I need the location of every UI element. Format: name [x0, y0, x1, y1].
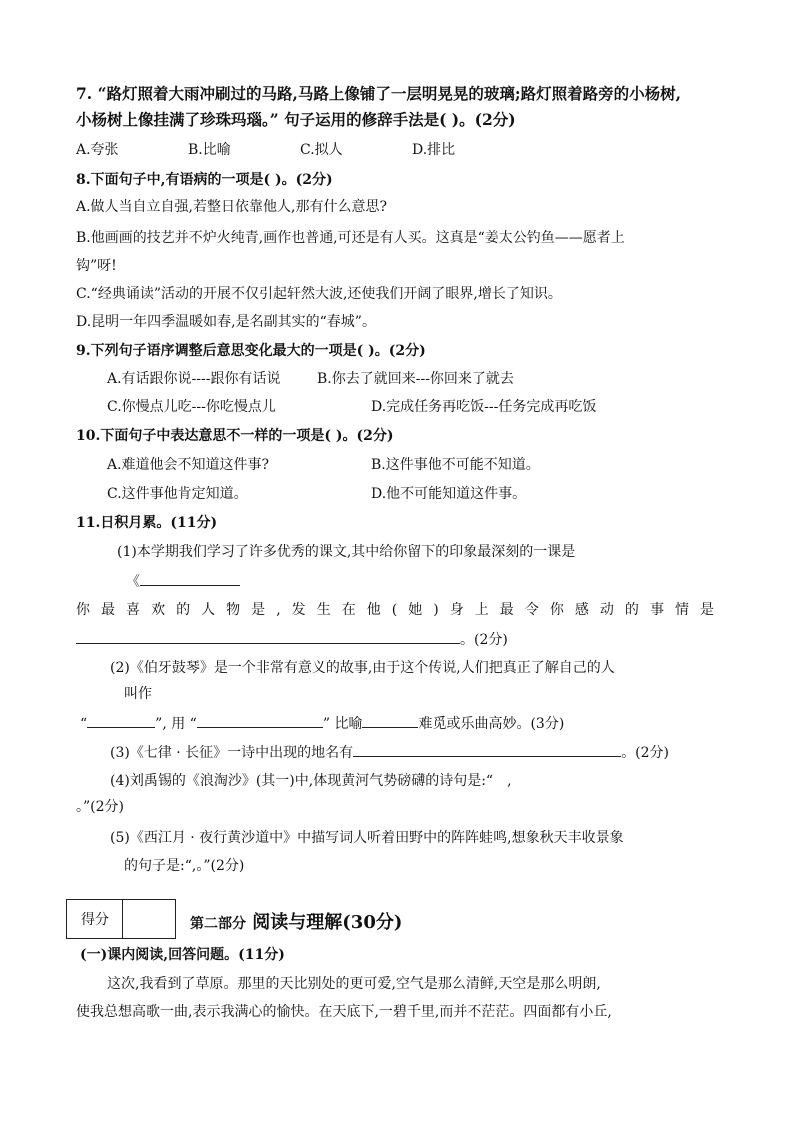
- blank-zhiyin[interactable]: [87, 713, 155, 728]
- part2-title: [190, 908, 402, 934]
- blank-moving-story[interactable]: [76, 629, 460, 644]
- reading-paragraph-line2: 使我总想高歌一曲,表示我满心的愉快。在天底下,一碧千里,而并不茫茫。四面都有小丘,: [76, 1004, 612, 1020]
- reading-paragraph-line1: 这次,我看到了草原。那里的天比别处的更可爱,空气是那么清鲜,天空是那么明朗,: [107, 976, 601, 992]
- q7-stem-line1: 7. “路灯照着大雨冲刷过的马路,马路上像铺了一层明晃晃的玻璃;路灯照着路旁的小杨树,: [76, 84, 682, 103]
- q8-option-d: D.昆明一年四季温暖如春,是名副其实的“春城”。: [76, 314, 376, 330]
- q11-item2-text-b: ” 比喻: [322, 716, 363, 732]
- q11-item4-text: (4)刘禹锡的《浪淘沙》(其一)中,体现黄河气势磅礴的诗句是:“: [110, 773, 494, 789]
- q11-item4-line2: 。”(2分): [76, 799, 124, 815]
- score-box: [66, 899, 176, 939]
- blank-place-names[interactable]: [353, 742, 621, 757]
- q11-item2-line2: 叫作: [124, 686, 152, 702]
- score-box-divider: [122, 900, 123, 938]
- q11-item5-line2: 的句子是:“,。”(2分): [124, 858, 245, 874]
- q8-option-b-line2: 钩”呀!: [76, 258, 117, 274]
- q11-item3-line: [110, 742, 669, 763]
- q7-option-a: A.夸张: [76, 142, 119, 158]
- q11-item5-line1: (5)《西江月 · 夜行黄沙道中》中描写词人听着田野中的阵阵蛙鸣,想象秋天丰收景象: [110, 830, 624, 846]
- q7-option-c: C.拟人: [300, 142, 343, 158]
- q11-item3-points: 。(2分): [621, 745, 670, 761]
- q9-option-a: A.有话跟你说----跟你有话说: [107, 371, 281, 387]
- q7-stem-line2: 小杨树上像挂满了珍珠玛瑙。” 句子运用的修辞手法是( )。(2分): [76, 110, 516, 129]
- part2-heading: 阅读与理解(30分): [252, 912, 403, 933]
- q11-item4-comma: ,: [507, 773, 512, 789]
- q9-option-d: D.完成任务再吃饭---任务完成再吃饭: [371, 399, 597, 415]
- q7-option-d: D.排比: [412, 142, 456, 158]
- q10-option-d: D.他不可能知道这件事。: [371, 486, 527, 502]
- q11-item1-points: 。(2分): [460, 632, 508, 648]
- q8-stem: 8.下面句子中,有语病的一项是( )。(2分): [76, 172, 333, 188]
- q11-item2-text-a: ”, 用 “: [155, 716, 197, 732]
- part2-prefix: 第二部分: [190, 916, 246, 932]
- q8-option-b-line1: B.他画画的技艺并不炉火纯青,画作也普通,可还是有人买。这真是“姜太公钓鱼——愿者上: [76, 230, 625, 246]
- q9-option-b: B.你去了就回来---你回来了就去: [317, 371, 514, 387]
- q11-item2-line1: (2)《伯牙鼓琴》是一个非常有意义的故事,由于这个传说,人们把真正了解自己的人: [110, 660, 615, 676]
- reading-heading: (一)课内阅读,回答问题。(11分): [80, 947, 285, 963]
- q11-item2-line3: [80, 713, 564, 734]
- q10-option-c: C.这件事他肯定知道。: [107, 486, 248, 502]
- q11-item4-line1: [110, 771, 512, 791]
- open-quote: “: [80, 716, 88, 732]
- q11-item1-line2: [126, 571, 240, 592]
- q11-item1-line1: (1)本学期我们学习了许多优秀的课文,其中给你留下的印象最深刻的一课是: [117, 544, 576, 560]
- q9-option-c: C.你慢点儿吃---你吃慢点儿: [107, 399, 276, 415]
- q11-stem: 11.日积月累。(11分): [76, 515, 218, 531]
- blank-lesson-title[interactable]: [140, 571, 240, 586]
- q9-stem: 9.下列句子语序调整后意思变化最大的一项是( )。(2分): [76, 343, 426, 359]
- blank-gaoshan-liushui[interactable]: [197, 713, 323, 728]
- score-label: 得分: [81, 912, 109, 928]
- q8-option-a: A.做人当自立自强,若整日依靠他人,那有什么意思?: [76, 199, 387, 215]
- blank-zhiji[interactable]: [362, 713, 418, 728]
- q10-option-b: B.这件事他不可能不知道。: [371, 457, 540, 473]
- q11-item2-text-c: 难觅或乐曲高妙。(3分): [418, 716, 565, 732]
- q11-item1-line4: [76, 629, 508, 650]
- q10-stem: 10.下面句子中表达意思不一样的一项是( )。(2分): [76, 428, 394, 444]
- q11-item1-line3: 你最喜欢的人物是,发生在他(她)身上最令你感动的事情是: [76, 602, 718, 618]
- q10-option-a: A.难道他会不知道这件事?: [107, 457, 270, 473]
- q8-option-c: C.“经典诵读”活动的开展不仅引起轩然大波,还使我们开阔了眼界,增长了知识。: [76, 286, 562, 302]
- q11-item3-text: (3)《七律 · 长征》一诗中出现的地名有: [110, 745, 354, 761]
- q11-item1-bracket: 《: [126, 574, 140, 590]
- q7-option-b: B.比喻: [188, 142, 231, 158]
